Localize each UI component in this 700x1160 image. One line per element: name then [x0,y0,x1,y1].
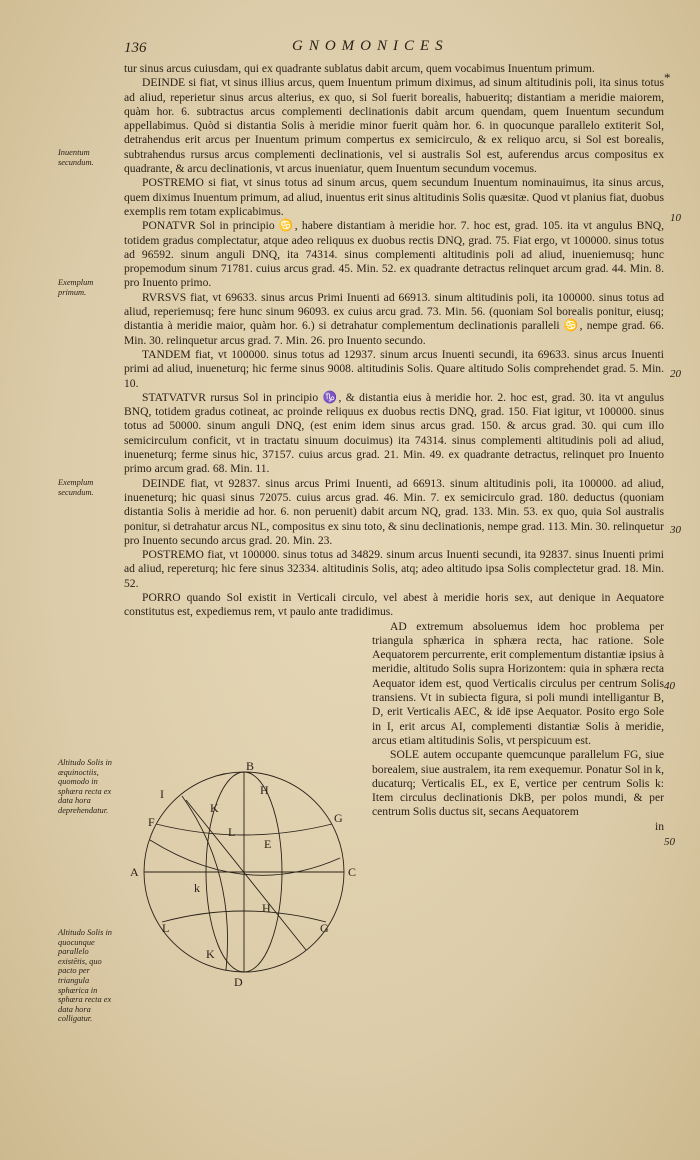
label-h-lower: H [262,901,271,915]
label-f: F [148,815,155,829]
page-number: 136 [124,40,147,56]
catchword: in [654,819,664,833]
star-mark: * [664,70,671,85]
label-k: K [210,801,219,815]
paragraph-postremo-2: POSTREMO fiat, vt 100000. sinus totus ad 34829. sinum arcus Inuenti secundi, ita 92837. sinus Inuenti primi ad aliud, repereturq; hic fere sinus 32334. altitudinis Solis, atq; adeo altitudo ipsa Solis complectetur grad. 18. Min. 52. [124,548,664,590]
paragraph-statuatur: STATVATVR rursus Sol in principio ♑, & distantia eius à meridie hor. 2. hoc est, grad. 30. ita vt angulus BNQ, totidem gradus cotineat, ac proinde reliquus ex duobus rectis DNQ, grad. 150. Fiat igitur, vt 100000. sinus totus ad 50000. sinum anguli DNQ, (est enim idem sinus arcus grad. 150. & arcus grad. 30. qui cum illo semicirculum conficit, vt in tractatu sinuum docuimus) ita 74314. sinus complementi altitudinis poli ad aliud, inueneturq; ferme sinus hic, 37157. cuius arcus grad. 21. Min. 49. ex quadrante detractus, relinquet pro Inuento primo arcum grad. 68. Min. 11. [124,390,664,476]
margin-note-exemplum-2: Exemplum secundum. [58,478,94,497]
label-g-lower: G [320,921,329,935]
line-number-10: 10 [670,212,681,224]
paragraph-deinde-2: DEINDE fiat, vt 92837. sinus arcus Primi Inuenti, ad 66913. sinum altitudinis poli, ita 100000. ad aliud, inueneturq; hic quasi sinus 72075. cuius arcus grad. 46. Min. 7. ex semicirculo grad. 180. deductus (quoniam distantia Solis à meridie ad hor. 6. non peruenit) dabit arcum NQ, grad. 133. Min. 53. ex quo, quia Sol australis ponitur, si detrahatur arcus NL, compositus ex sinu toto, & sinu declinationis, nempe grad. 113. Min. 30. relinquetur pro Inuento secundo arcus grad. 20. Min. 23. [124,476,664,547]
label-a: A [130,865,139,879]
running-head: GNOMONICES [292,38,449,54]
label-g: G [334,811,343,825]
label-e: E [264,837,272,851]
paragraph-deinde: DEINDE si fiat, vt sinus illius arcus, quem Inuentum primum diximus, ad sinum altitudinis poli, ita sinus totus ad aliud, reperietur sinus arcus alterius, ex quo, si Sol fuerit borealis, habueritq; distantiam a meridie maiorem, quàm hor. 6. subtractus arcus complementi declinationis dabit arcum quendam, quem Inuentum secundum appellabimus. Quòd si distantia Solis à meridie minor fuerit quàm hor. 6. in quocunque parallelo extiterit Sol, detrahendus erit arcus per Inuentum primum compertus ex semicirculo, & ex reliquo arcu, si Sol est borealis, subtrahendus rursus arcus complementi declinationis, vel si australis Sol est, auferendus arcus compositus ex quadrante, & arcu declinationis, vt arcus inueniatur, quem Inuentum secundum vocemus. [124,76,664,176]
label-c: C [348,865,357,879]
label-l-upper: L [228,825,236,839]
oblique-line [186,800,306,950]
label-k-small: k [194,881,200,895]
line-number-50: 50 [664,836,675,848]
label-k-lower: K [206,947,215,961]
sphere-diagram [126,760,362,990]
paragraph-porro: PORRO quando Sol existit in Verticali circulo, vel abest à meridie horis sex, aut denique in Aequatore constitutus est, expediemus rem, vt paulo ante tradidimus. [124,590,664,619]
label-l: L [162,921,170,935]
label-i: I [160,787,164,801]
paragraph-postremo: POSTREMO si fiat, vt sinus totus ad sinum arcus, quem secundum Inuentum nominauimus, ita sinus arcus, quem diximus Inuentum primum, ad aliud, inuentus erit sinus altitudinis Solis quæsitæ. Quod vt planius fiat, duobus exemplis rem totam explicabimus. [124,176,664,218]
paragraph-intro: tur sinus arcus cuiusdam, qui ex quadrante sublatus dabit arcum, quem vocabimus Inuentum primum. [124,62,595,75]
main-text [124,62,664,834]
line-number-20: 20 [670,368,681,380]
label-h: H [260,783,269,797]
paragraph-ponatur: PONATVR Sol in principio ♋, habere distantiam à meridie hor. 7. hoc est, grad. 105. ita vt angulus BNQ, totidem gradus complectatur, atque adeo reliquus ex duobus rectis DNQ, grad. 75. Fiat ergo, vt 100000. sinus totus ad 96592. sinum anguli DNQ, ita 74314. sinus complementi altitudinis poli ad aliud, inueniemusq; hunc propemodum sinum 71781. cuius arcus grad. 45. Min. 52. ex quadrante detractus relinquet arcum grad. 44. Min. 8. pro Inuento primo. [124,219,664,290]
margin-note-altitudo-1: Altitudo Solis in æquinoctiis, quomodo in sphæra recta ex data hora deprehendatur. [58,758,112,815]
paragraph-tandem: TANDEM fiat, vt 100000. sinus totus ad 12937. sinum arcus Inuenti secundi, ita 69633. sinus arcus Inuenti primi ad aliud, inueneturq; hic ferme sinus 9008. altitudinis Solis. Quare altitudo Solis comprehendet grad. 5. Min. 10. [124,347,664,390]
paragraph-sole: SOLE autem occupante quemcunque parallelum FG, siue borealem, siue australem, ita rem exequemur. Ponatur Sol in k, ducaturq; Verticalis EL, ex E, vertice per centrum Solis k: Item circulus declinationis DkB, per polos mundi, & per centrum Solis ductus sit, secans Aequatorem [372,748,664,819]
paragraph-ad-extremum: AD extremum absoluemus idem hoc problema per triangula sphærica in sphæra recta, hac ratione. Sole Aequatorem percurrente, erit complementum distantiæ ipsius à meridie, altitudo Solis supra Horizontem: quia in sphæra recta Aequator idem est, quod Verticalis circulus per centrum Solis transiens. Vt in subiecta figura, si poli mundi intelligantur B, D, erit Verticalis AEC, & idē ipse Aequator. Posito ergo Sole in I, erit arcus AI, complementi distantiæ Solis à meridie, arcus etiam altitudinis Solis, vt perspicuum est. [372,619,665,747]
circle-decl [182,796,228,970]
paragraph-rursus: RVRSVS fiat, vt 69633. sinus arcus Primi Inuenti ad 66913. sinum altitudinis poli, ita 100000. sinus totus ad aliud, reperiemusq; fere hunc sinum 96093. ex cuius arcu grad. 73. Min. 56. (quoniam Sol borealis ponitur, eiusq; distantia à meridie maior, quàm hor. 6.) si detrahatur complementum declinationis paralleli ♋, nempe grad. 66. Min. 30. relinquetur arcus grad. 7. Min. 26. pro Inuento secundo. [124,290,664,347]
line-number-40: 40 [664,680,675,692]
line-number-30: 30 [670,524,681,536]
label-d: D [234,975,243,989]
label-b: B [246,760,255,773]
margin-note-altitudo-2: Altitudo Solis in quocunque parallelo existētis, quo pacto per triangula sphærica in sphæra recta ex data hora colligatur. [58,928,112,1024]
vertical-el [150,840,340,875]
margin-note-inuentum: Inuentum secundum. [58,148,94,167]
margin-note-exemplum-1: Exemplum primum. [58,278,94,297]
